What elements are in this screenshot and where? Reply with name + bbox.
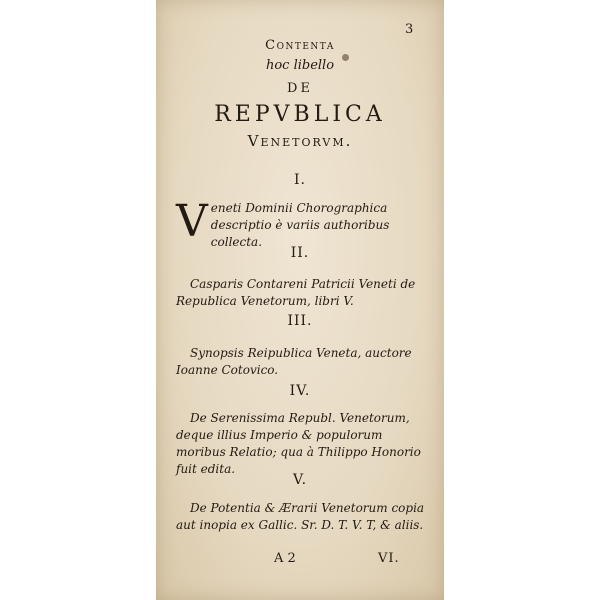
- entry-5-body: De Potentia & Ærarii Venetorum copia aut inopia ex Gallic. Sr. D. T. V. T, & aliis.: [176, 501, 425, 532]
- signature-mark: A 2: [274, 551, 296, 566]
- page-number: 3: [405, 22, 414, 37]
- entry-text-2: [176, 276, 428, 310]
- entry-numeral-1: I.: [294, 172, 306, 188]
- entry-numeral-3: III.: [287, 313, 313, 329]
- book-page: [156, 0, 444, 600]
- heading-de: DE: [287, 81, 313, 96]
- entry-3-body: Synopsis Reipublica Veneta, auctore Ioanne Cotovico.: [176, 346, 412, 377]
- heading-hoc-libello: hoc libello: [265, 58, 335, 73]
- entry-numeral-2: II.: [290, 245, 310, 261]
- entry-text-3: [176, 345, 428, 379]
- entry-text-1: [176, 196, 428, 251]
- entry-numeral-5: V.: [292, 472, 308, 488]
- heading-republica: REPVBLICA: [214, 102, 386, 127]
- heading-venetorum: Venetorvm.: [247, 132, 353, 150]
- drop-cap: V: [176, 196, 208, 247]
- entry-text-5: [176, 500, 428, 534]
- entry-numeral-4: IV.: [289, 383, 311, 399]
- catchword: VI.: [378, 551, 400, 566]
- heading-contenta: Contenta: [265, 38, 335, 53]
- entry-1-body: eneti Dominii Chorographica descriptio è variis authoribus collecta.: [210, 201, 390, 249]
- entry-text-4: [176, 410, 428, 478]
- entry-2-body: Casparis Contareni Patricii Veneti de Republica Venetorum, libri V.: [176, 277, 416, 308]
- entry-4-body: De Serenissima Republ. Venetorum, deque illius Imperio & populorum moribus Relatio; qua à Thilippo Honorio fuit edita.: [176, 411, 421, 476]
